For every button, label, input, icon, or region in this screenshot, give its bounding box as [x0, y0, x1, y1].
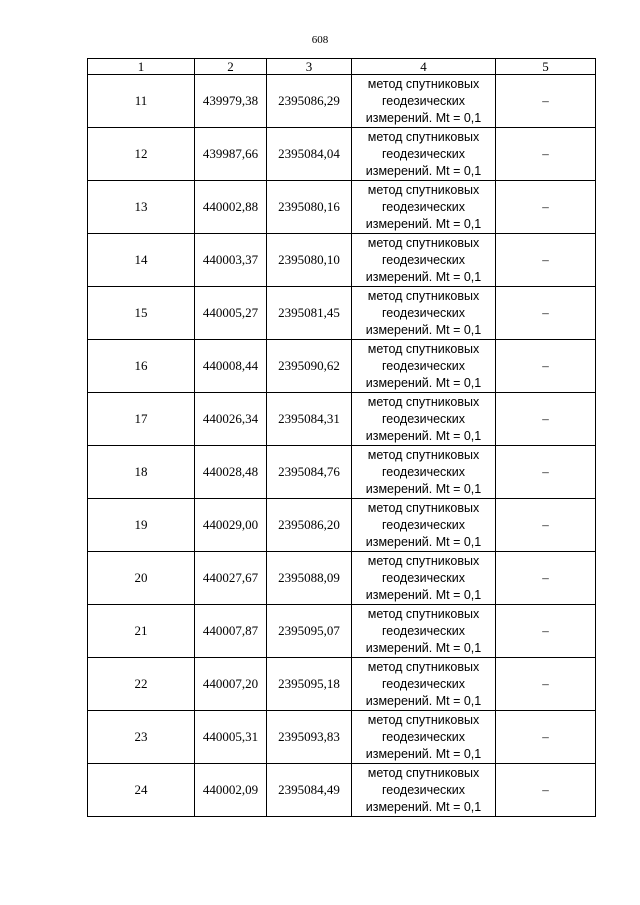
point-number-cell: 14 [88, 234, 195, 287]
method-line: измерений. Mt = 0,1 [365, 428, 482, 443]
note-cell: – [496, 181, 596, 234]
table-row [88, 764, 596, 817]
y-coordinate-cell: 2395095,18 [267, 658, 352, 711]
method-cell [352, 75, 496, 128]
method-line: измерений. Mt = 0,1 [365, 746, 482, 761]
note-cell: – [496, 658, 596, 711]
method-cell [352, 605, 496, 658]
method-line: измерений. Mt = 0,1 [365, 587, 482, 602]
y-coordinate-cell: 2395084,31 [267, 393, 352, 446]
column-header-1: 1 [88, 59, 195, 75]
method-line: метод спутниковых [367, 712, 480, 727]
page-number: 608 [311, 34, 329, 46]
method-line: геодезических [381, 517, 465, 532]
x-coordinate-cell: 439979,38 [195, 75, 267, 128]
point-number-cell: 18 [88, 446, 195, 499]
table-row [88, 446, 596, 499]
method-line: измерений. Mt = 0,1 [365, 375, 482, 390]
point-number-cell: 16 [88, 340, 195, 393]
method-line: измерений. Mt = 0,1 [365, 163, 482, 178]
method-line: геодезических [381, 93, 465, 108]
column-header-4: 4 [352, 59, 496, 75]
method-cell [352, 340, 496, 393]
note-cell: – [496, 128, 596, 181]
column-header-2: 2 [195, 59, 267, 75]
table-row [88, 552, 596, 605]
method-cell [352, 711, 496, 764]
method-line: измерений. Mt = 0,1 [365, 534, 482, 549]
table-header-row [88, 59, 596, 75]
method-line: геодезических [381, 623, 465, 638]
y-coordinate-cell: 2395080,16 [267, 181, 352, 234]
note-cell: – [496, 711, 596, 764]
table-row [88, 75, 596, 128]
method-line: измерений. Mt = 0,1 [365, 322, 482, 337]
note-cell: – [496, 605, 596, 658]
table-body [88, 75, 596, 817]
x-coordinate-cell: 440002,88 [195, 181, 267, 234]
method-cell [352, 499, 496, 552]
y-coordinate-cell: 2395086,29 [267, 75, 352, 128]
method-line: геодезических [381, 729, 465, 744]
y-coordinate-cell: 2395090,62 [267, 340, 352, 393]
table-row [88, 340, 596, 393]
x-coordinate-cell: 439987,66 [195, 128, 267, 181]
table-row [88, 128, 596, 181]
column-header-3: 3 [267, 59, 352, 75]
method-cell [352, 446, 496, 499]
method-line: геодезических [381, 358, 465, 373]
x-coordinate-cell: 440026,34 [195, 393, 267, 446]
column-header-5: 5 [496, 59, 596, 75]
note-cell: – [496, 764, 596, 817]
y-coordinate-cell: 2395084,04 [267, 128, 352, 181]
y-coordinate-cell: 2395080,10 [267, 234, 352, 287]
method-cell [352, 393, 496, 446]
point-number-cell: 11 [88, 75, 195, 128]
table-row [88, 234, 596, 287]
method-cell [352, 128, 496, 181]
point-number-cell: 22 [88, 658, 195, 711]
method-cell [352, 764, 496, 817]
method-line: метод спутниковых [367, 76, 480, 91]
note-cell: – [496, 287, 596, 340]
y-coordinate-cell: 2395088,09 [267, 552, 352, 605]
method-line: метод спутниковых [367, 659, 480, 674]
y-coordinate-cell: 2395081,45 [267, 287, 352, 340]
table-row [88, 181, 596, 234]
x-coordinate-cell: 440003,37 [195, 234, 267, 287]
table-row [88, 711, 596, 764]
point-number-cell: 21 [88, 605, 195, 658]
note-cell: – [496, 552, 596, 605]
method-line: метод спутниковых [367, 341, 480, 356]
method-line: метод спутниковых [367, 447, 480, 462]
note-cell: – [496, 75, 596, 128]
point-number-cell: 15 [88, 287, 195, 340]
y-coordinate-cell: 2395084,76 [267, 446, 352, 499]
x-coordinate-cell: 440002,09 [195, 764, 267, 817]
y-coordinate-cell: 2395086,20 [267, 499, 352, 552]
x-coordinate-cell: 440007,87 [195, 605, 267, 658]
y-coordinate-cell: 2395084,49 [267, 764, 352, 817]
method-line: метод спутниковых [367, 553, 480, 568]
method-line: геодезических [381, 464, 465, 479]
x-coordinate-cell: 440008,44 [195, 340, 267, 393]
method-line: измерений. Mt = 0,1 [365, 216, 482, 231]
method-line: измерений. Mt = 0,1 [365, 799, 482, 814]
note-cell: – [496, 499, 596, 552]
point-number-cell: 24 [88, 764, 195, 817]
note-cell: – [496, 446, 596, 499]
method-line: метод спутниковых [367, 500, 480, 515]
method-line: геодезических [381, 782, 465, 797]
table-row [88, 499, 596, 552]
point-number-cell: 12 [88, 128, 195, 181]
method-line: измерений. Mt = 0,1 [365, 640, 482, 655]
method-line: метод спутниковых [367, 606, 480, 621]
method-line: измерений. Mt = 0,1 [365, 110, 482, 125]
method-line: геодезических [381, 305, 465, 320]
point-number-cell: 20 [88, 552, 195, 605]
method-line: метод спутниковых [367, 182, 480, 197]
x-coordinate-cell: 440005,31 [195, 711, 267, 764]
method-cell [352, 181, 496, 234]
method-line: метод спутниковых [367, 129, 480, 144]
coordinates-table [87, 58, 596, 817]
method-line: метод спутниковых [367, 288, 480, 303]
method-line: геодезических [381, 676, 465, 691]
point-number-cell: 17 [88, 393, 195, 446]
table-row [88, 393, 596, 446]
y-coordinate-cell: 2395095,07 [267, 605, 352, 658]
table-row [88, 658, 596, 711]
x-coordinate-cell: 440028,48 [195, 446, 267, 499]
note-cell: – [496, 340, 596, 393]
method-cell [352, 658, 496, 711]
x-coordinate-cell: 440007,20 [195, 658, 267, 711]
method-line: измерений. Mt = 0,1 [365, 269, 482, 284]
method-cell [352, 552, 496, 605]
method-cell [352, 234, 496, 287]
method-line: измерений. Mt = 0,1 [365, 693, 482, 708]
method-line: метод спутниковых [367, 394, 480, 409]
method-line: метод спутниковых [367, 765, 480, 780]
point-number-cell: 13 [88, 181, 195, 234]
x-coordinate-cell: 440027,67 [195, 552, 267, 605]
x-coordinate-cell: 440005,27 [195, 287, 267, 340]
y-coordinate-cell: 2395093,83 [267, 711, 352, 764]
x-coordinate-cell: 440029,00 [195, 499, 267, 552]
method-line: геодезических [381, 199, 465, 214]
table-row [88, 287, 596, 340]
method-line: геодезических [381, 570, 465, 585]
note-cell: – [496, 234, 596, 287]
method-line: геодезических [381, 252, 465, 267]
point-number-cell: 23 [88, 711, 195, 764]
method-line: измерений. Mt = 0,1 [365, 481, 482, 496]
method-line: геодезических [381, 146, 465, 161]
note-cell: – [496, 393, 596, 446]
method-line: метод спутниковых [367, 235, 480, 250]
method-line: геодезических [381, 411, 465, 426]
point-number-cell: 19 [88, 499, 195, 552]
table-row [88, 605, 596, 658]
method-cell [352, 287, 496, 340]
